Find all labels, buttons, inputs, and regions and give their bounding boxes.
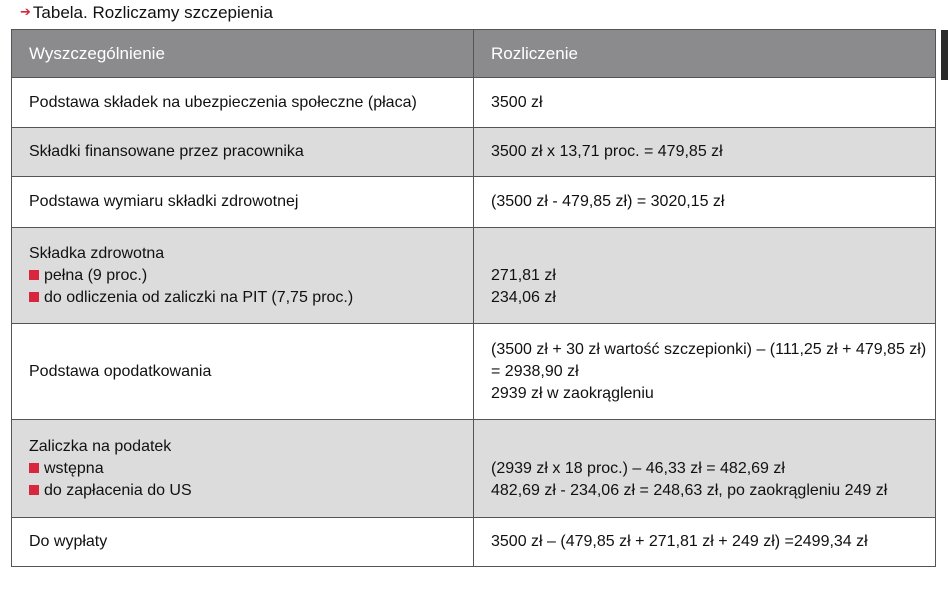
list-item [29, 265, 473, 287]
row-value: 3500 zł x 13,71 proc. = 479,85 zł [474, 128, 936, 177]
row-value: 2939 zł w zaokrągleniu [491, 384, 654, 402]
bullet-text: pełna (9 proc.) [44, 266, 148, 284]
row-value: 3500 zł – (479,85 zł + 271,81 zł + 249 zł) =2499,34 zł [474, 518, 936, 567]
row-value: (3500 zł - 479,85 zł) = 3020,15 zł [474, 177, 936, 228]
row-value: = 2938,90 zł [491, 362, 579, 380]
row-value: 271,81 zł [491, 266, 556, 284]
caption-text: Tabela. Rozliczamy szczepienia [32, 3, 273, 22]
square-bullet-icon [29, 292, 39, 302]
column-header: Rozliczenie [474, 30, 936, 78]
arrow-icon: ➔ [20, 4, 31, 19]
bullet-text: do odliczenia od zaliczki na PIT (7,75 proc.) [44, 288, 354, 306]
square-bullet-icon [29, 463, 39, 473]
table-header-row [12, 30, 936, 78]
row-label: Podstawa opodatkowania [12, 324, 474, 420]
row-label: Składki finansowane przez pracownika [12, 128, 474, 177]
table-caption [20, 2, 273, 24]
square-bullet-icon [29, 485, 39, 495]
table-row [12, 177, 936, 228]
settlement-table [11, 29, 936, 567]
row-value-cell [474, 324, 936, 420]
row-value: 234,06 zł [491, 288, 556, 306]
row-label-cell [12, 228, 474, 324]
list-item [29, 287, 473, 309]
row-value: (3500 zł + 30 zł wartość szczepionki) – (111,25 zł + 479,85 zł) [491, 340, 927, 358]
column-header: Wyszczególnienie [12, 30, 474, 78]
row-value: (2939 zł x 18 proc.) – 46,33 zł = 482,69 zł [491, 459, 785, 477]
page-edge-bar [941, 30, 948, 80]
table-row [12, 324, 936, 420]
list-item [29, 458, 473, 480]
row-label: Podstawa składek na ubezpieczenia społeczne (płaca) [12, 78, 474, 128]
row-label: Zaliczka na podatek [29, 437, 172, 455]
table-row [12, 420, 936, 518]
row-label: Do wypłaty [12, 518, 474, 567]
row-value: 3500 zł [474, 78, 936, 128]
row-label-cell [12, 420, 474, 518]
row-label: Podstawa wymiaru składki zdrowotnej [12, 177, 474, 228]
list-item [29, 480, 473, 502]
table-row [12, 78, 936, 128]
square-bullet-icon [29, 270, 39, 280]
table-row [12, 518, 936, 567]
bullet-text: do zapłacenia do US [44, 481, 192, 499]
table-row [12, 128, 936, 177]
table-row [12, 228, 936, 324]
row-value-cell [474, 420, 936, 518]
row-value: 482,69 zł - 234,06 zł = 248,63 zł, po zaokrągleniu 249 zł [491, 481, 888, 499]
row-label: Składka zdrowotna [29, 244, 165, 262]
row-value-cell [474, 228, 936, 324]
bullet-text: wstępna [44, 459, 104, 477]
